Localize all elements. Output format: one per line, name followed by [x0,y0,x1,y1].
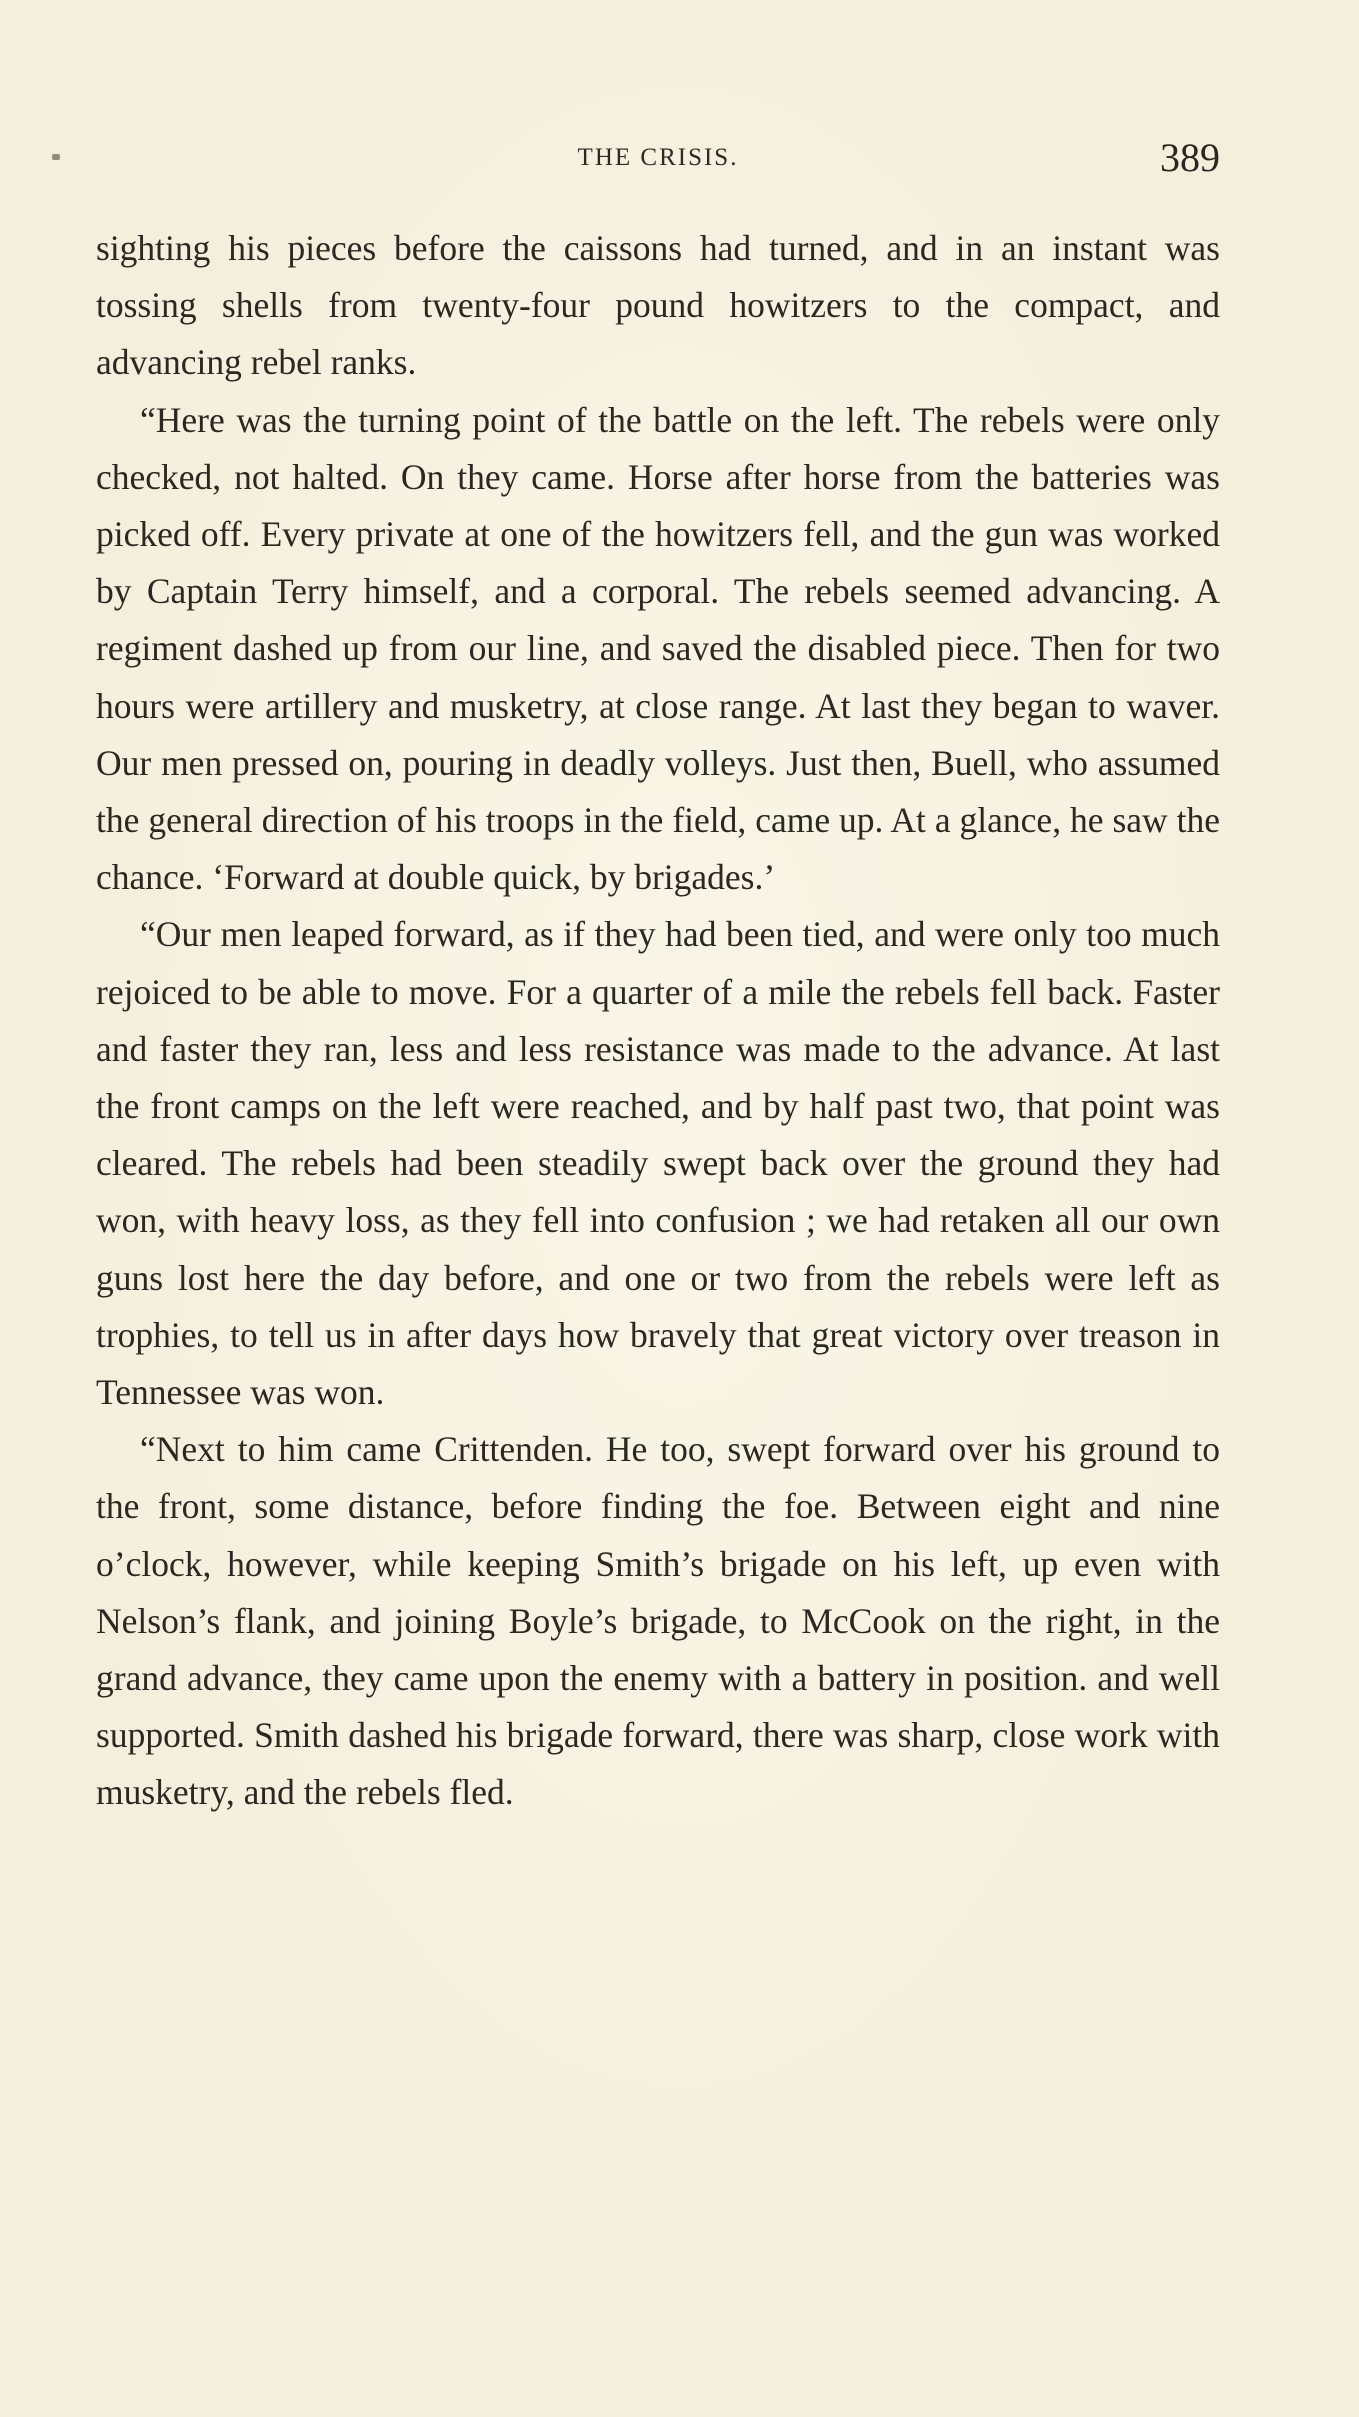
page-header [96,135,1220,200]
body-text [96,220,1220,1822]
paragraph: “Here was the turning point of the battle on the left. The rebels were only checked, not halted. On they came. Horse after horse from the batteries was picked off. Every private at one of the howitzers fell, and the gun was worked by Captain Terry himself, and a corporal. The rebels seemed advancing. A regiment dashed up from our line, and saved the disabled piece. Then for two hours were artillery and musketry, at close range. At last they began to waver. Our men pressed on, pouring in deadly volleys. Just then, Buell, who assumed the general direction of his troops in the field, came up. At a glance, he saw the chance. ‘Forward at double quick, by brigades.’ [96,399,1220,898]
paragraph: “Next to him came Crittenden. He too, swept forward over his ground to the front, some distance, before finding the foe. Between eight and nine o’clock, however, while keeping Smith’s brigade on his left, up even with Nelson’s flank, and joining Boyle’s brigade, to McCook on the right, in the grand advance, they came upon the enemy with a battery in position. and well supported. Smith dashed his brigade forward, there was sharp, close work with musketry, and the rebels fled. [96,1429,1220,1813]
print-mark [52,154,60,160]
paragraph-continuation: sighting his pieces before the caissons had turned, and in an instant was tossing shells from twenty-four pound howitzers to the compact, and advancing rebel ranks. [96,228,1220,383]
paragraph: “Our men leaped forward, as if they had been tied, and were only too much rejoiced to be able to move. For a quarter of a mile the rebels fell back. Faster and faster they ran, less and less resistance was made to the advance. At last the front camps on the left were reached, and by half past two, that point was cleared. The rebels had been steadily swept back over the ground they had won, with heavy loss, as they fell into confusion ; we had retaken all our own guns lost here the day before, and one or two from the rebels were left as trophies, to tell us in after days how bravely that great victory over treason in Tennessee was won. [96,914,1220,1413]
running-head: THE CRISIS. [577,144,739,171]
page-number: 389 [1160,135,1220,180]
